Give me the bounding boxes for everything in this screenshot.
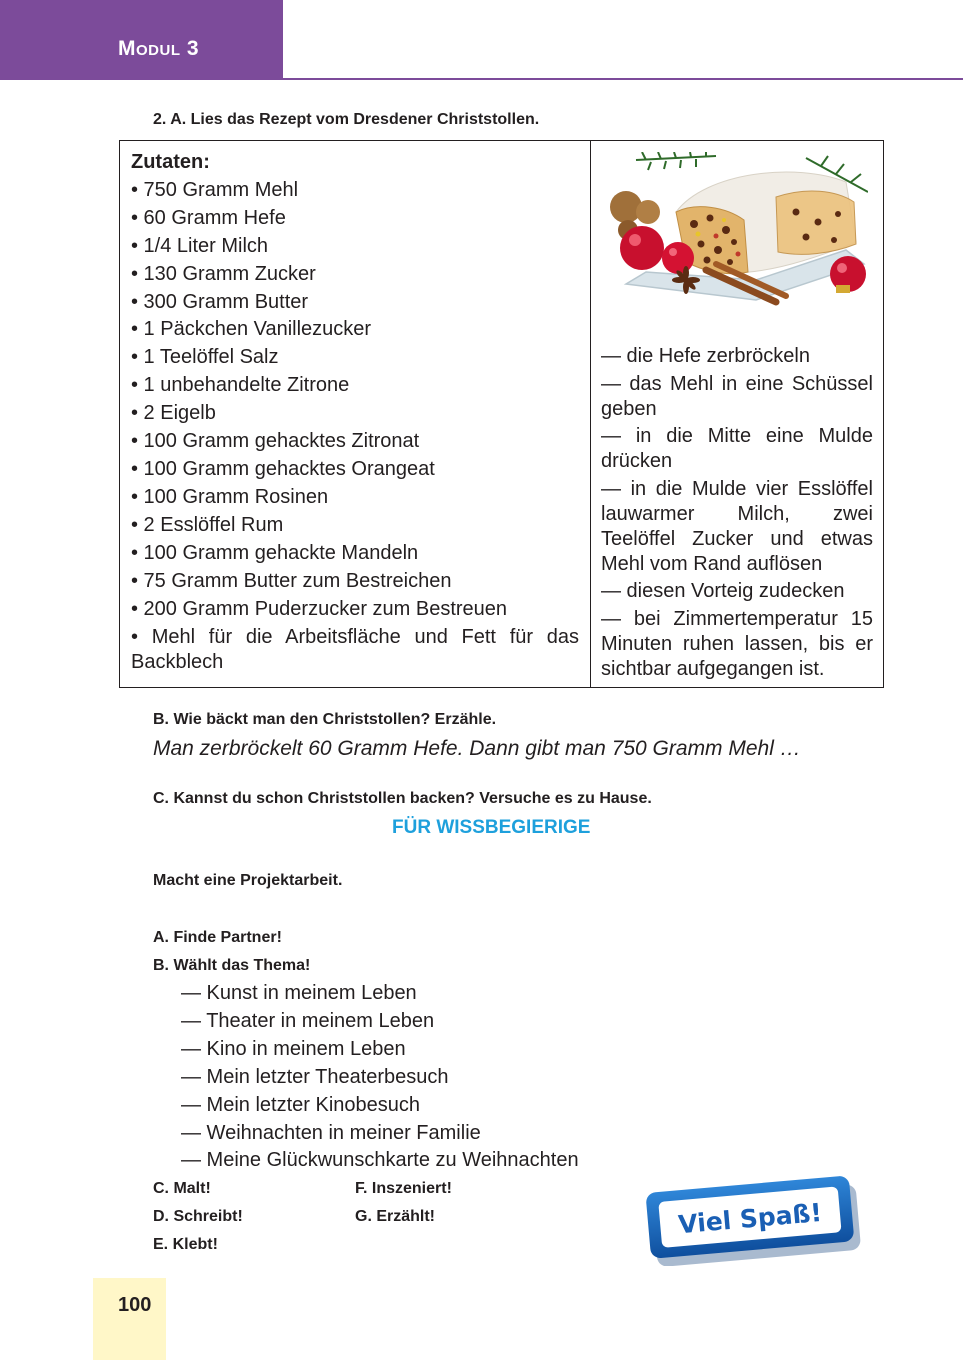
theme-item: — Mein letzter Kinobesuch <box>181 1093 421 1116</box>
task-2a-heading: 2. A. Lies das Rezept vom Dresdener Christstollen. <box>153 111 540 128</box>
ingredient-item: • 1 Teelöffel Salz <box>131 346 279 369</box>
project-step-e: E. Klebt! <box>153 1236 218 1253</box>
ingredient-item: • Mehl für die Arbeitsfläche und Fett für das Backblech <box>131 626 579 674</box>
preparation-step: — die Hefe zerbröckeln <box>601 345 810 367</box>
page-number: 100 <box>118 1294 152 1316</box>
section-title: FÜR WISSBEGIERIGE <box>392 817 591 838</box>
project-step-g: G. Erzählt! <box>355 1208 436 1225</box>
theme-item: — Kunst in meinem Leben <box>181 982 417 1004</box>
ingredient-item: • 60 Gramm Hefe <box>131 206 286 229</box>
ingredient-item: • 100 Gramm Rosinen <box>131 485 329 508</box>
ingredient-item: • 100 Gramm gehacktes Zitronat <box>131 430 420 453</box>
ingredient-item: • 750 Gramm Mehl <box>131 178 299 201</box>
theme-item: — Mein letzter Theaterbesuch <box>181 1065 449 1088</box>
ingredient-item: • 2 Esslöffel Rum <box>131 513 284 536</box>
preparation-step: — in die Mulde vier Esslöffel lauwarmer Milch, zwei Teelöffel Zucker und etwas Mehl vom Rand auflösen <box>601 477 873 575</box>
ingredient-item: • 130 Gramm Zucker <box>131 262 316 285</box>
project-step-c: C. Malt! <box>153 1180 211 1197</box>
project-step-f: F. Inszeniert! <box>355 1180 452 1197</box>
theme-item: — Weihnachten in meiner Familie <box>181 1121 481 1144</box>
ingredient-item: • 1 Päckchen Vanillezucker <box>131 318 372 341</box>
ingredient-item: • 2 Eigelb <box>131 402 216 425</box>
table-divider <box>590 141 591 687</box>
ingredient-item: • 100 Gramm gehacktes Orangeat <box>131 457 435 480</box>
preparation-steps-cell <box>601 344 873 684</box>
example-sentence: Man zerbröckelt 60 Gramm Hefe. Dann gibt man 750 Gramm Mehl … <box>153 737 801 760</box>
ingredient-item: • 1/4 Liter Milch <box>131 234 269 257</box>
theme-item: — Meine Glückwunschkarte zu Weihnachten <box>181 1149 579 1172</box>
theme-item: — Kino in meinem Leben <box>181 1037 406 1060</box>
task-b-heading: B. Wie bäckt man den Christstollen? Erzähle. <box>153 711 497 728</box>
ingredient-item: • 1 unbehandelte Zitrone <box>131 374 350 397</box>
ingredients-cell <box>131 149 579 675</box>
ingredient-item: • 200 Gramm Puderzucker zum Bestreuen <box>131 597 508 620</box>
preparation-step: — das Mehl in eine Schüssel geben <box>601 372 873 420</box>
ingredient-item: • 75 Gramm Butter zum Bestreichen <box>131 569 452 592</box>
preparation-step: — bei Zimmertemperatur 15 Minuten ruhen lassen, bis er sichtbar aufgegangen ist. <box>601 607 873 680</box>
ingredients-heading: Zutaten: <box>131 151 210 173</box>
viel-spass-badge <box>640 1170 862 1266</box>
theme-list <box>181 980 579 1175</box>
ingredient-item: • 100 Gramm gehackte Mandeln <box>131 541 419 564</box>
project-step-a: A. Finde Partner! <box>153 929 282 946</box>
badge-text: Viel Spaß! <box>677 1197 823 1240</box>
header-rule <box>283 78 963 80</box>
recipe-table <box>119 140 884 688</box>
task-c-heading: C. Kannst du schon Christstollen backen? Versuche es zu Hause. <box>153 790 652 807</box>
project-step-b: B. Wählt das Thema! <box>153 957 311 974</box>
page-number-box <box>93 1278 166 1360</box>
theme-item: — Theater in meinem Leben <box>181 1009 435 1032</box>
ingredient-item: • 300 Gramm Butter <box>131 290 309 313</box>
preparation-step: — in die Mitte eine Mulde drücken <box>601 425 873 472</box>
project-step-d: D. Schreibt! <box>153 1208 243 1225</box>
module-label: Modul 3 <box>118 37 200 60</box>
christstollen-photo <box>606 152 868 306</box>
project-intro: Macht eine Projektarbeit. <box>153 872 343 889</box>
preparation-step: — diesen Vorteig zudecken <box>601 580 845 602</box>
